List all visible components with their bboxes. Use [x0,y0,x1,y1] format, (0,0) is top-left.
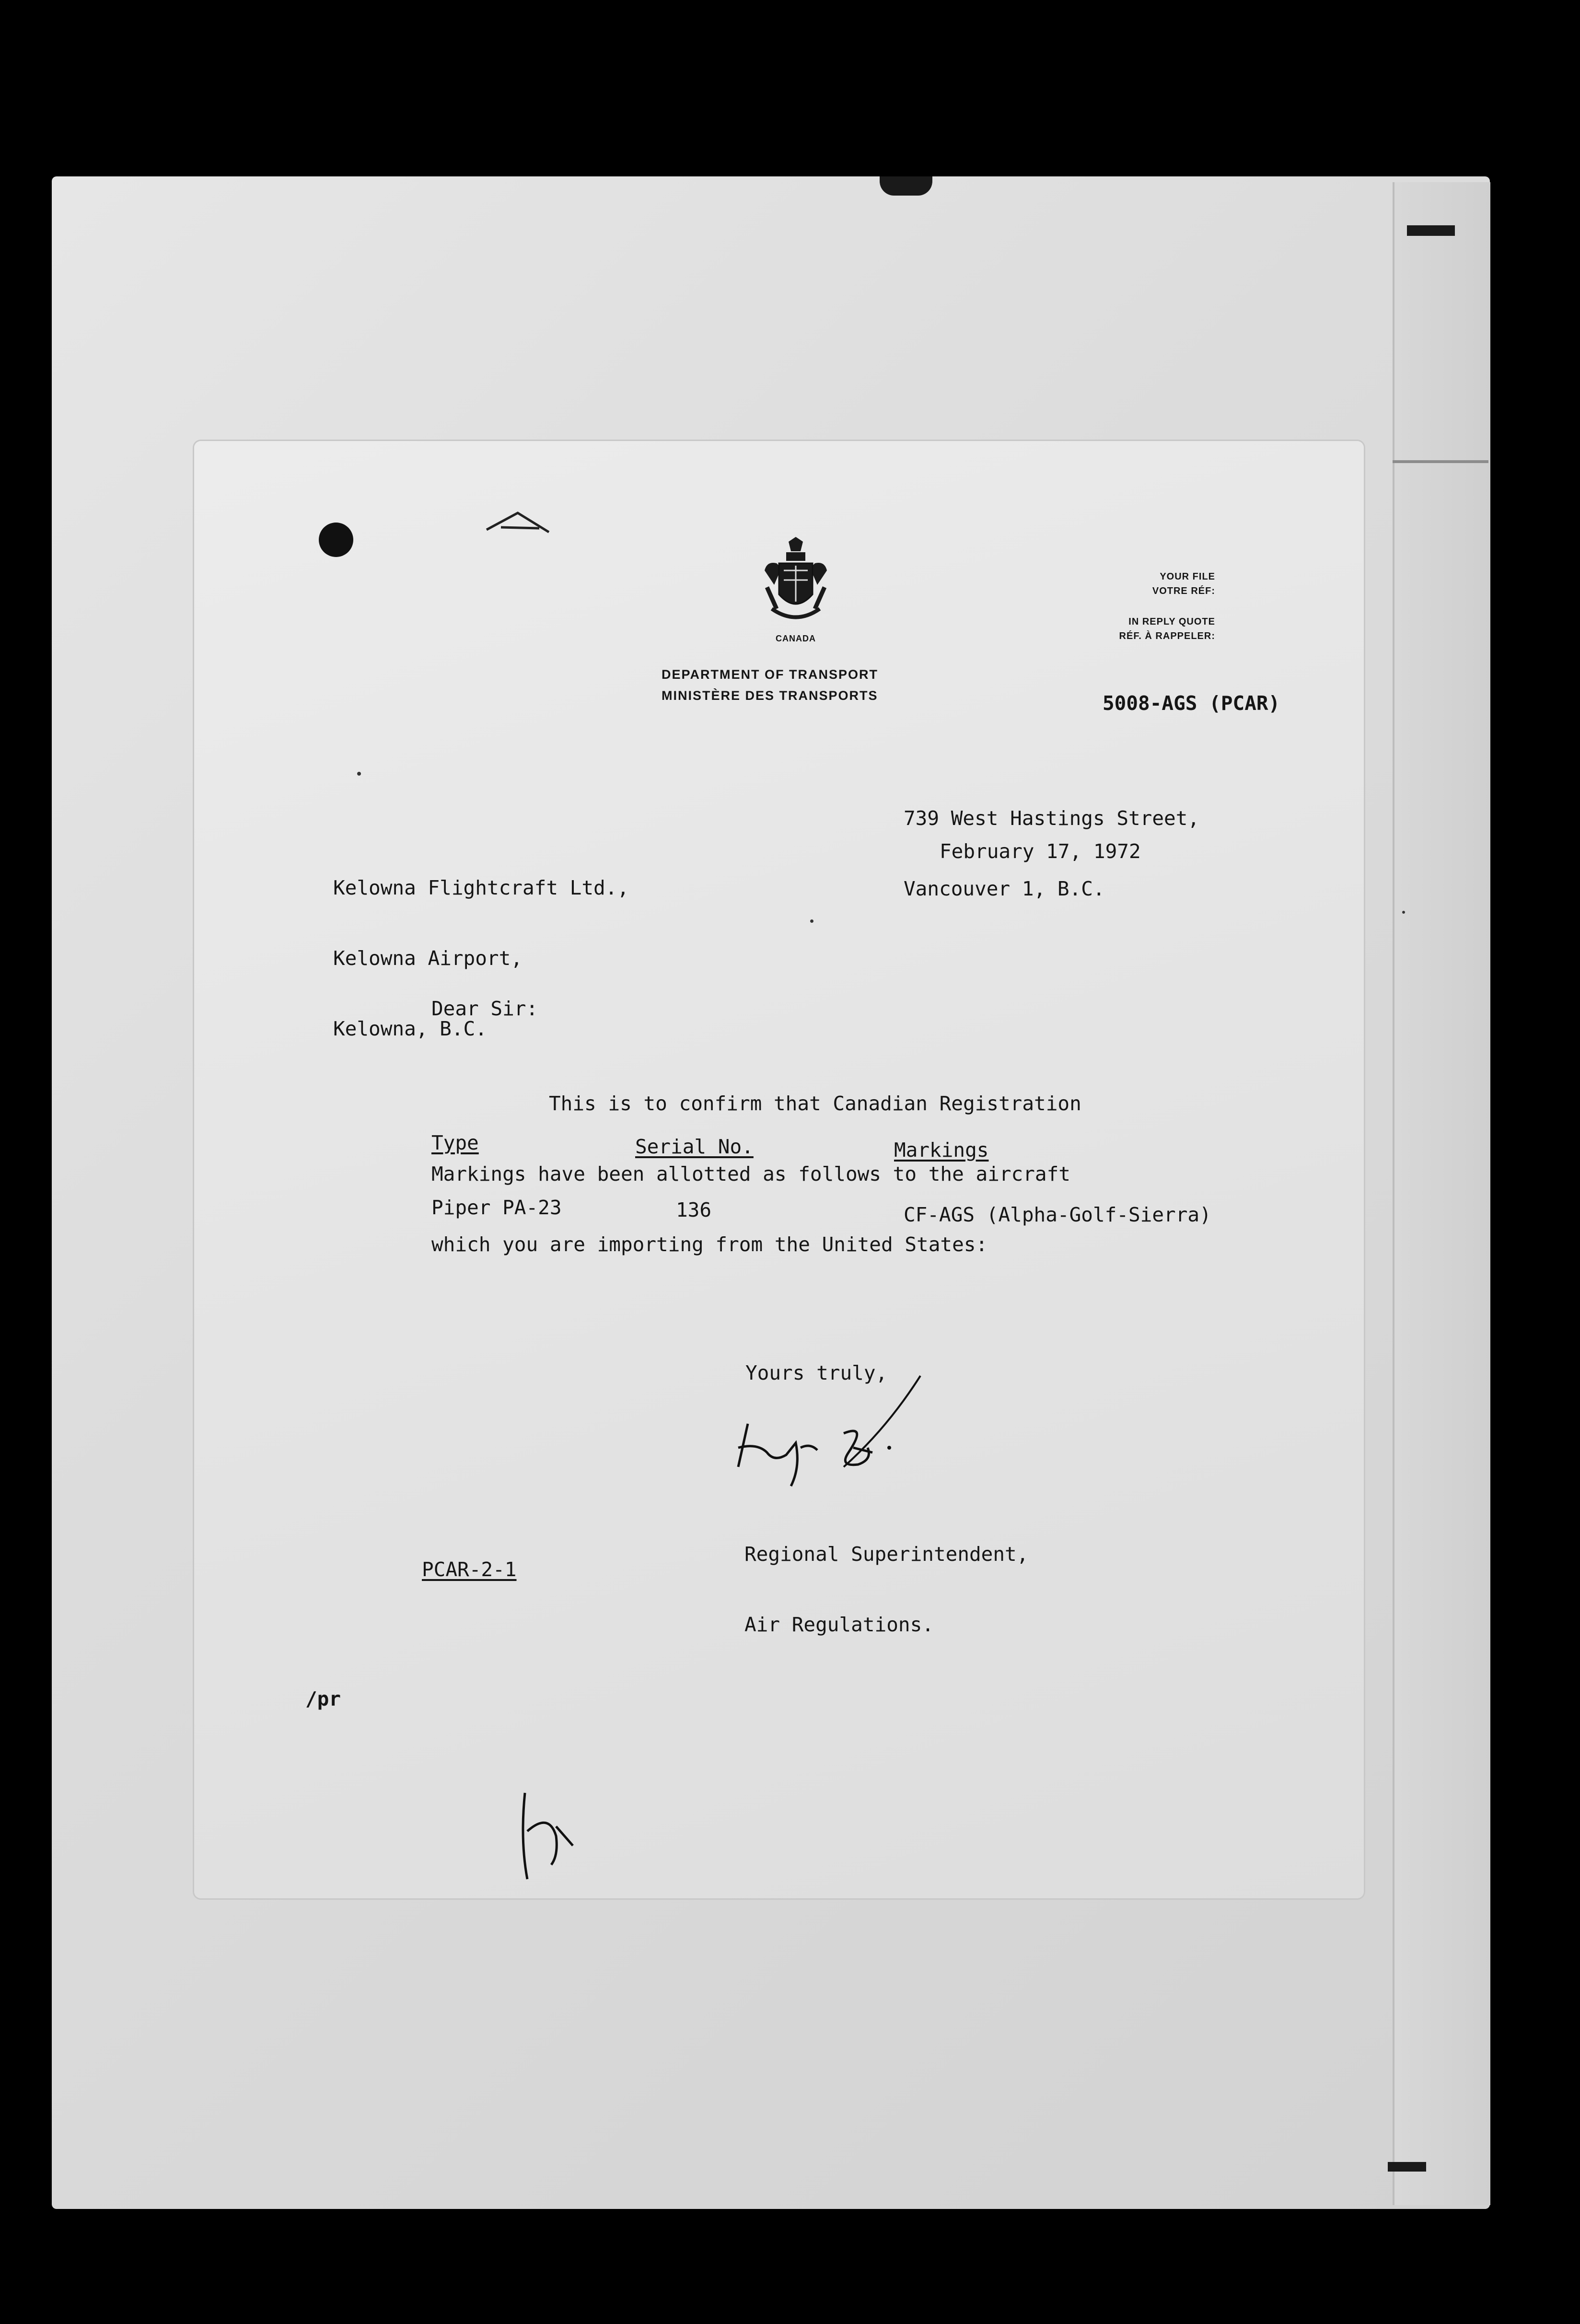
recipient-line3: Kelowna, B.C. [333,1017,487,1040]
department-name-en: DEPARTMENT OF TRANSPORT [662,667,878,682]
canada-coat-of-arms-icon [755,537,836,628]
letter-date: February 17, 1972 [940,840,1141,863]
signatory-title-line2: Air Regulations. [744,1613,934,1636]
pencil-mark [482,508,554,537]
backing-sheet-edge [1393,182,1490,2205]
recipient-line1: Kelowna Flightcraft Ltd., [333,876,629,899]
signatory-title [744,1496,1028,1684]
edge-mark [880,176,932,196]
speck [357,772,361,776]
your-file-label-fr: VOTRE RÉF: [1152,586,1215,596]
table-cell-serial: 136 [676,1198,712,1221]
your-file-label-en: YOUR FILE [1160,571,1215,582]
typist-initials: /pr [305,1687,341,1710]
crest-label: CANADA [776,634,816,643]
edge-mark [1407,225,1455,236]
table-header-type: Type [431,1131,479,1154]
punch-hole [319,523,353,557]
department-name [662,664,878,706]
handwritten-signature [729,1371,935,1496]
recipient-line2: Kelowna Airport, [333,947,523,970]
fold-line [1393,460,1488,463]
handwritten-initial [511,1783,587,1889]
edge-mark [1388,2162,1426,2172]
speck [810,919,813,923]
sender-address-line2: Vancouver 1, B.C. [904,877,1105,900]
body-line2: Markings have been allotted as follows to the aircraft [431,1162,1070,1185]
letter-page [194,441,1364,1898]
sender-address-line1: 739 West Hastings Street, [904,807,1200,830]
table-cell-type: Piper PA-23 [431,1196,562,1219]
table-header-markings: Markings [894,1139,989,1162]
file-code: PCAR-2-1 [422,1558,517,1581]
reference-number: 5008-AGS (PCAR) [1103,692,1280,715]
body-line3: which you are importing from the United States: [431,1233,988,1256]
department-name-fr: MINISTÈRE DES TRANSPORTS [662,688,878,703]
table-cell-markings: CF-AGS (Alpha-Golf-Sierra) [904,1203,1211,1226]
speck [1402,911,1405,914]
reference-labels [1071,569,1215,643]
signatory-title-line1: Regional Superintendent, [744,1543,1029,1566]
salutation: Dear Sir: [431,997,538,1020]
body-line1: This is to confirm that Canadian Registration [549,1092,1081,1115]
reply-quote-label-fr: RÉF. À RAPPELER: [1119,631,1215,641]
letter-body [431,1045,1081,1303]
table-header-serial: Serial No. [635,1135,754,1158]
closing: Yours truly, [745,1361,888,1384]
reply-quote-label-en: IN REPLY QUOTE [1128,616,1215,627]
